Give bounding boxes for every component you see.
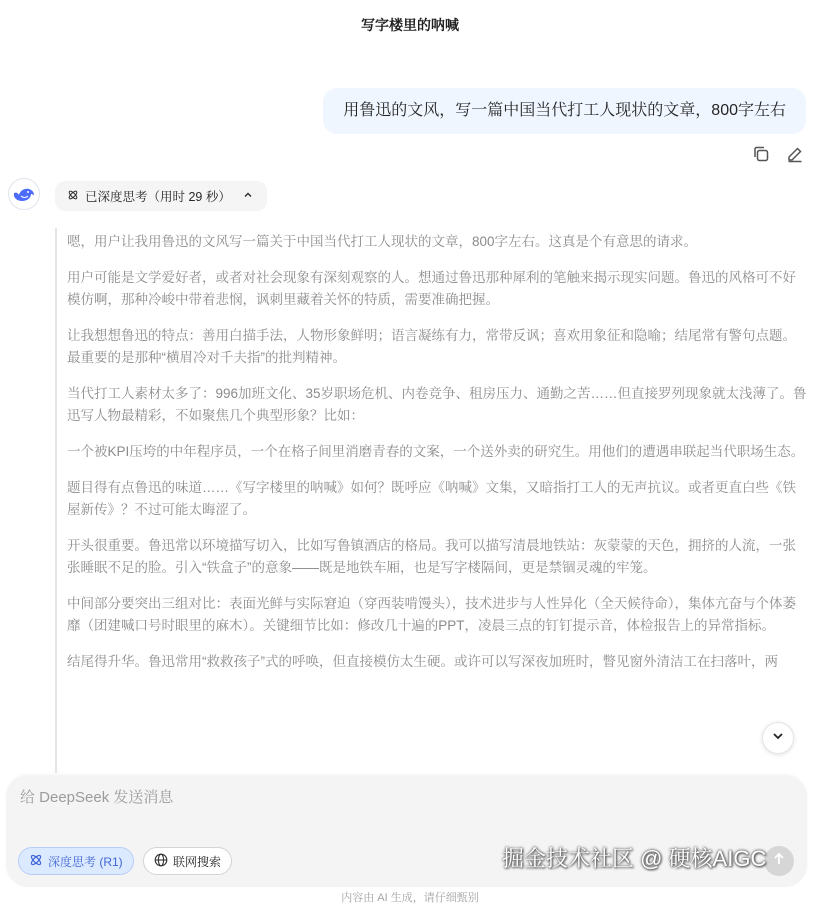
thinking-label: 已深度思考（用时 29 秒） [85, 190, 231, 204]
thinking-paragraph: 当代打工人素材太多了：996加班文化、35岁职场危机、内卷竞争、租房压力、通勤之苦……但直接罗列现象就太浅薄了。鲁迅写人物最精彩，不如聚焦几个典型形象？比如： [67, 386, 807, 423]
web-search-button[interactable] [143, 847, 232, 875]
page-title: 写字楼里的呐喊 [361, 17, 459, 33]
deep-think-label: 深度思考 (R1) [48, 854, 123, 869]
atom-icon [29, 853, 43, 870]
web-search-label: 联网搜索 [173, 854, 222, 869]
send-button[interactable] [764, 846, 794, 876]
thinking-paragraph: 结尾得升华。鲁迅常用“救救孩子”式的呼唤，但直接模仿太生硬。或许可以写深夜加班时，瞥见窗外清洁工在扫落叶，两 [67, 654, 778, 669]
chevron-down-icon [771, 729, 785, 748]
thinking-paragraph: 一个被KPI压垮的中年程序员，一个在格子间里消磨青春的文案，一个送外卖的研究生。用他们的遭遇串联起当代职场生态。 [67, 444, 805, 459]
atom-icon [67, 189, 79, 204]
deepseek-whale-icon [8, 178, 40, 210]
message-input[interactable] [20, 789, 780, 806]
edit-icon[interactable] [784, 143, 806, 165]
thinking-content [55, 228, 807, 773]
message-actions [750, 143, 806, 165]
scroll-down-button[interactable] [762, 722, 794, 754]
chevron-up-icon [243, 189, 253, 203]
thinking-toggle[interactable] [55, 181, 267, 211]
watermark: 掘金技术社区 @ 硬核AIGC [502, 846, 767, 871]
send-arrow-icon [772, 852, 786, 871]
deep-think-button[interactable] [18, 847, 134, 875]
thinking-paragraph: 题目得有点鲁迅的味道……《写字楼里的呐喊》如何？既呼应《呐喊》文集，又暗指打工人的无声抗议。或者更直白些《铁屋新传》？不过可能太晦涩了。 [67, 480, 796, 517]
thinking-paragraph: 让我想想鲁迅的特点：善用白描手法，人物形象鲜明；语言凝练有力，常带反讽；喜欢用象征和隐喻；结尾常有警句点题。最重要的是那种“横眉冷对千夫指”的批判精神。 [67, 328, 796, 365]
thinking-paragraph: 嗯，用户让我用鲁迅的文风写一篇关于中国当代打工人现状的文章，800字左右。这真是个有意思的请求。 [67, 234, 698, 249]
thinking-paragraph: 开头很重要。鲁迅常以环境描写切入，比如写鲁镇酒店的格局。我可以描写清晨地铁站：灰蒙蒙的天色，拥挤的人流，一张张睡眠不足的脸。引入“铁盒子”的意象——既是地铁车厢，也是写字楼隔间，更是禁锢灵魂的牢笼。 [67, 538, 796, 575]
thinking-paragraph: 用户可能是文学爱好者，或者对社会现象有深刻观察的人。想通过鲁迅那种犀利的笔触来揭示现实问题。鲁迅的风格可不好模仿啊，那种冷峻中带着悲悯，讽刺里藏着关怀的特质，需要准确把握。 [67, 270, 796, 307]
globe-icon [154, 853, 168, 870]
thinking-paragraph: 中间部分要突出三组对比：表面光鲜与实际窘迫（穿西装啃馒头），技术进步与人性异化（全天候待命），集体亢奋与个体萎靡（团建喊口号时眼里的麻木）。关键细节比如：修改几十遍的PPT，凌晨三点的钉钉提示音，体检报告上的异常指标。 [67, 596, 796, 633]
copy-icon[interactable] [750, 143, 772, 165]
footer-hint: 内容由 AI 生成，请仔细甄别 [341, 892, 479, 904]
user-message-bubble: 用鲁迅的文风，写一篇中国当代打工人现状的文章，800字左右 [323, 88, 806, 134]
